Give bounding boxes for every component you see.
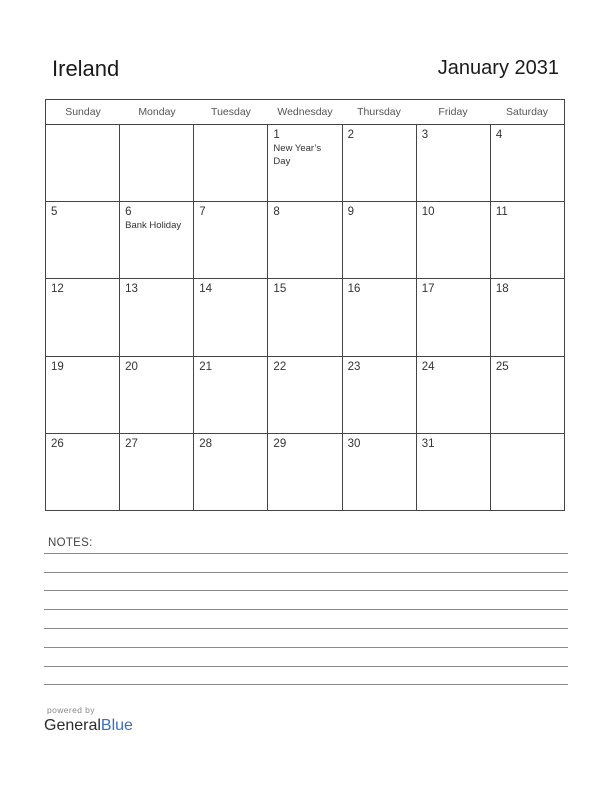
day-number: 20 (125, 360, 138, 373)
weekday-header: Wednesday (277, 106, 333, 118)
day-cell (46, 434, 120, 510)
day-number: 12 (51, 283, 64, 296)
country-title: Ireland (52, 56, 120, 81)
calendar-grid (45, 99, 565, 511)
day-number: 24 (421, 360, 435, 373)
calendar-weeks (46, 125, 564, 510)
day-number: 14 (199, 283, 213, 296)
day-number: 23 (347, 360, 361, 373)
day-cell (120, 434, 194, 510)
notes-label: NOTES: (48, 537, 93, 549)
day-number: 25 (495, 360, 509, 373)
holiday-label: Bank Holiday (125, 220, 182, 232)
day-cell (417, 125, 491, 201)
note-line (44, 666, 568, 667)
weekday-header: Tuesday (211, 106, 251, 118)
day-cell (46, 125, 120, 201)
day-cell (194, 434, 268, 510)
day-number: 8 (273, 206, 280, 219)
day-cell (417, 279, 491, 355)
generalblue-logo (44, 717, 133, 735)
day-cell (120, 357, 194, 433)
day-number: 7 (199, 206, 206, 219)
day-cell (491, 434, 564, 510)
day-number: 26 (51, 437, 64, 450)
day-number: 16 (347, 283, 361, 296)
day-number: 31 (421, 437, 435, 450)
brand-general: General (44, 717, 101, 734)
day-number: 9 (347, 206, 354, 219)
day-cell (343, 125, 417, 201)
note-line (44, 684, 568, 685)
day-cell (268, 202, 342, 278)
day-number: 19 (51, 360, 64, 373)
day-number: 11 (495, 206, 508, 219)
week-row (46, 279, 564, 356)
day-cell (343, 202, 417, 278)
day-number: 28 (199, 437, 213, 450)
day-cell (194, 202, 268, 278)
day-cell (417, 357, 491, 433)
weekday-header: Sunday (65, 106, 101, 118)
day-number: 2 (347, 129, 354, 141)
day-cell (343, 279, 417, 355)
day-number: 13 (125, 283, 138, 296)
day-cell (491, 279, 564, 355)
day-number: 3 (421, 129, 429, 141)
week-row (46, 357, 564, 434)
note-line (44, 590, 568, 591)
day-cell (268, 357, 342, 433)
day-cell (491, 202, 564, 278)
day-number: 1 (273, 129, 280, 141)
holiday-label: New Year’s Day (273, 143, 322, 167)
day-number: 17 (421, 283, 435, 296)
day-cell (194, 125, 268, 201)
day-cell (417, 202, 491, 278)
day-cell (491, 357, 564, 433)
note-line (44, 647, 568, 648)
note-line (44, 572, 568, 573)
note-line (44, 553, 568, 554)
weekday-header: Saturday (505, 106, 549, 118)
day-cell (46, 202, 120, 278)
day-cell (46, 279, 120, 355)
week-row (46, 202, 564, 279)
week-row (46, 434, 564, 510)
day-cell (417, 434, 491, 510)
day-number: 30 (347, 437, 361, 450)
day-number: 5 (51, 206, 58, 219)
day-number: 15 (273, 283, 287, 296)
day-cell (120, 279, 194, 355)
day-number: 21 (199, 360, 213, 373)
day-cell (194, 357, 268, 433)
brand-blue: Blue (100, 717, 133, 734)
day-cell (343, 357, 417, 433)
weekday-header: Friday (438, 106, 468, 118)
day-number: 29 (273, 437, 287, 450)
note-line (44, 628, 568, 629)
weekday-header: Thursday (357, 106, 401, 118)
weekday-header-row (46, 100, 564, 125)
day-cell (268, 434, 342, 510)
day-number: 6 (125, 206, 132, 219)
week-row (46, 125, 564, 202)
day-cell (194, 279, 268, 355)
day-number: 4 (495, 129, 503, 141)
day-cell (46, 357, 120, 433)
powered-by-text: powered by (47, 705, 95, 715)
day-cell (491, 125, 564, 201)
day-number: 22 (273, 360, 287, 373)
month-year-title: January 2031 (437, 57, 559, 79)
day-number: 10 (421, 206, 435, 219)
day-cell (268, 279, 342, 355)
day-number: 18 (495, 283, 509, 296)
weekday-header: Monday (138, 106, 176, 118)
day-cell (120, 202, 194, 278)
day-cell (343, 434, 417, 510)
note-line (44, 609, 568, 610)
day-cell (268, 125, 342, 201)
day-cell (120, 125, 194, 201)
day-number: 27 (125, 437, 138, 450)
